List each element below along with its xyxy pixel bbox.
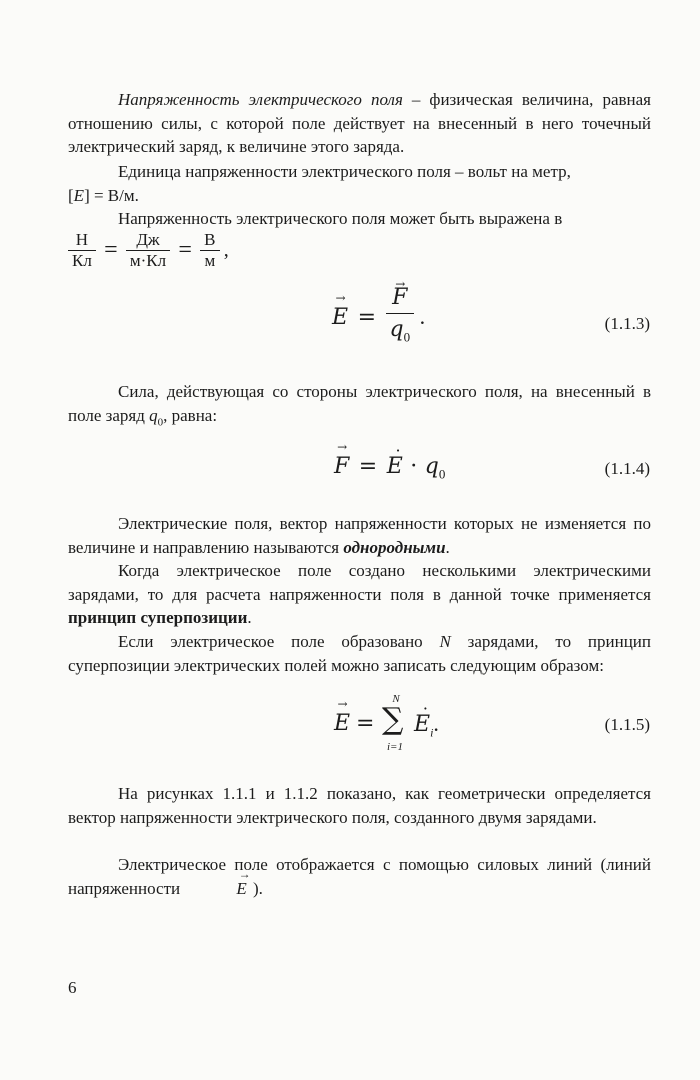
term-superposition: принцип суперпозиции [68,608,248,627]
paragraph-force: Сила, действующая со стороны электрического поля, на внесенный в поле заряд $q_0$, равна: [68,382,651,428]
fraction-v-m: $\frac{В}{м}$ [200,230,219,271]
vector-e: → E [334,711,350,736]
paragraph-uniform: Электрические поля, вектор напряженности которых не изменяется по величине и направлению называются однородными. [68,514,651,557]
book-page: Напряженность электрического поля – физическая величина, равная отношению силы, с которой поле действует на внесенный в него точечный электрический заряд, к величине этого заряда. Единица напряженности электрического поля – вольт на метр, [E] = В/м. Напряженность электрического поля может быть выражена в $\frac{Н}{Кл}$ = $\frac{Дж}{м\cdot Кл}$ = $\frac{В}{м}$ , → E = → $\frac{F}{q_0}$ . (1.1.3) Сила, действующая со стороны электрического поля, на внесенный в поле заряд $q_0$, равна: → F = · $E \cdot q_0$ (1.1.4) Электрические поля, вектор напряженности которых не изменяется по величине и направлению называются однородными. Когда электрическое поле создано несколькими электрическими зарядами, то для расчета напряженности поля в данной точке применяется принцип суперпозиции. Если электрическое поле образовано N зарядами, то принцип суперпозиции электрических полей можно записать следующим образом: → E = N ∑ i=1 · $E_i$. (1.1.5) На рисунках 1.1.1 и 1.1.2 показано, как геометрически определяется вектор напряженности электрического поля, созданного двумя зарядами. Электрическое поле отображается с помощью силовых линий (линий напряженности → E ). 6 [0,0,700,1080]
paragraph-superposition: Когда электрическое поле создано несколькими электрическими зарядами, то для расчета напряженности поля в данной точке применяется принцип суперпозиции. [68,561,651,627]
fraction-f-over-q0: → $\frac{F}{q_0}$ [386,282,415,352]
term-field-strength: Напряженность электрического поля [118,90,403,109]
paragraph-definition [68,88,651,159]
equation-number-1-1-3: (1.1.3) [604,314,650,333]
sum-lower-limit: i=1 [387,741,403,753]
sum-upper-limit: N [392,693,400,705]
equation-number-1-1-5: (1.1.5) [604,715,650,734]
equation-1-1-3: → E = → $\frac{F}{q_0}$ . [332,282,425,352]
equation-number-1-1-4: (1.1.4) [604,459,650,478]
unit-text: Единица напряженности электрического поля – вольт на метр, [118,162,571,181]
term-uniform: однородными [343,537,446,557]
vector-e: → E [332,305,348,330]
sigma-symbol: ∑ [382,702,404,737]
paragraph-n-charges: Если электрическое поле образовано N зарядами, то принцип суперпозиции электрических полей можно записать следующим образом: [68,632,652,675]
paragraph-figures: На рисунках 1.1.1 и 1.1.2 показано, как геометрически определяется вектор напряженности электрического поля, созданного двумя зарядами. [68,784,651,827]
fraction-dzh-mkl: $\frac{Дж}{м\cdot Кл}$ [126,230,170,271]
vector-e-dot: · E [387,454,403,479]
vector-e-inline: → E [186,877,246,901]
definition-text: – физическая величина, равная отношению силы, с которой поле действует на внесенный в него точечный электрический заряд, к величине этого заряда. [68,90,651,156]
equation-1-1-4: → F = · $E \cdot q_0$ [334,453,445,482]
unit-fraction-row: $\frac{Н}{Кл}$ = $\frac{Дж}{м\cdot Кл}$ = $\frac{В}{м}$ , [68,230,229,271]
unit-formula: [E] = В/м. [68,185,139,205]
paragraph-field-lines: Электрическое поле отображается с помощью силовых линий (линий напряженности → E ). [68,853,651,900]
vector-f: → F [334,454,349,479]
page-number: 6 [68,978,77,997]
paragraph-unit [68,160,651,207]
fraction-n-kl: $\frac{Н}{Кл}$ [68,230,96,271]
paragraph-expressed: Напряженность электрического поля может быть выражена в [118,209,563,228]
